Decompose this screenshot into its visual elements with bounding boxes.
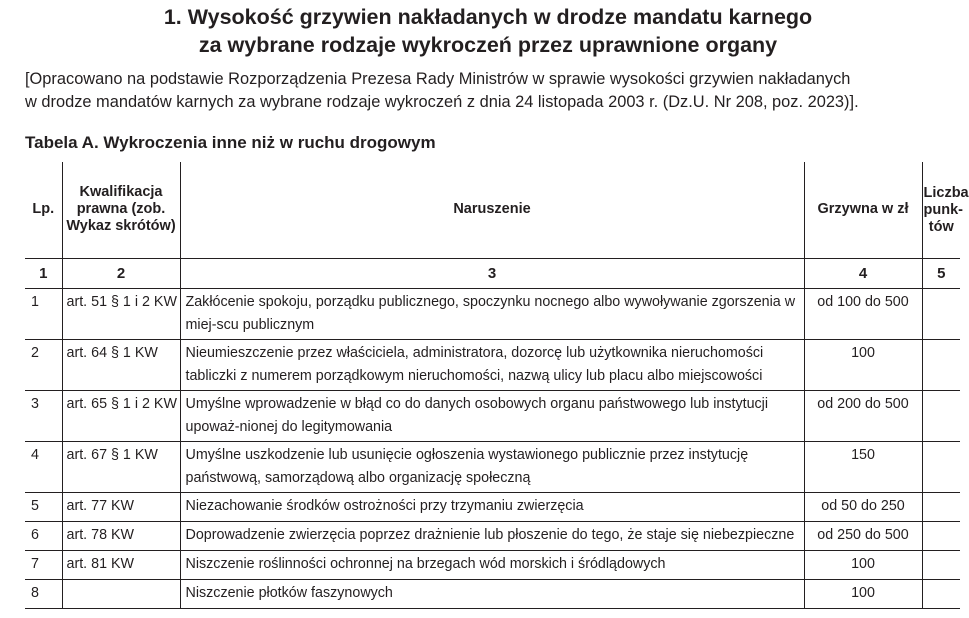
row-fine: 150	[804, 441, 922, 492]
row-lp: 6	[25, 521, 62, 550]
header-fine: Grzywna w zł	[804, 162, 922, 258]
table-title: Tabela A. Wykroczenia inne niż w ruchu drogowym	[25, 133, 436, 152]
row-qualification: art. 77 KW	[62, 492, 180, 521]
table-row	[25, 521, 960, 550]
row-lp: 7	[25, 550, 62, 579]
row-points	[922, 441, 960, 492]
table-row	[25, 339, 960, 390]
row-fine: od 250 do 500	[804, 521, 922, 550]
table-row	[25, 390, 960, 441]
row-qualification: art. 65 § 1 i 2 KW	[62, 390, 180, 441]
row-lp: 4	[25, 441, 62, 492]
table-header-row	[25, 162, 960, 258]
row-points	[922, 339, 960, 390]
row-points	[922, 288, 960, 339]
table-row	[25, 492, 960, 521]
row-offence: Umyślne uszkodzenie lub usunięcie ogłoszenia wystawionego publicznie przez instytucję państwową, samorządową albo organizację społeczną	[180, 441, 804, 492]
fines-table	[25, 162, 969, 609]
column-number: 2	[62, 258, 180, 288]
source-note-line-2: w drodze mandatów karnych za wybrane rodzaje wykroczeń z dnia 24 listopada 2003 r. (Dz.U. Nr 208, poz. 2023)].	[25, 92, 859, 111]
row-qualification: art. 51 § 1 i 2 KW	[62, 288, 180, 339]
row-points	[922, 579, 960, 608]
header-qualification: Kwalifikacja prawna (zob. Wykaz skrótów)	[62, 162, 180, 258]
heading-line-2: za wybrane rodzaje wykroczeń przez uprawnione organy	[198, 33, 778, 57]
row-lp: 2	[25, 339, 62, 390]
row-lp: 8	[25, 579, 62, 608]
source-note-line-1: [Opracowano na podstawie Rozporządzenia Prezesa Rady Ministrów w sprawie wysokości grzywien nakładanych	[25, 70, 851, 88]
table-row	[25, 579, 960, 608]
header-points: Liczba punk-tów	[922, 162, 960, 258]
row-points	[922, 492, 960, 521]
row-offence: Doprowadzenie zwierzęcia poprzez drażnienie lub płoszenie do tego, że staje się niebezpieczne	[180, 521, 804, 550]
row-qualification: art. 78 KW	[62, 521, 180, 550]
row-qualification: art. 64 § 1 KW	[62, 339, 180, 390]
row-points	[922, 550, 960, 579]
row-lp: 3	[25, 390, 62, 441]
column-number: 3	[180, 258, 804, 288]
row-offence: Umyślne wprowadzenie w błąd co do danych osobowych organu państwowego lub instytucji upoważ-nionej do legitymowania	[180, 390, 804, 441]
column-number: 1	[25, 258, 62, 288]
row-fine: od 50 do 250	[804, 492, 922, 521]
row-lp: 5	[25, 492, 62, 521]
row-offence: Niezachowanie środków ostrożności przy trzymaniu zwierzęcia	[180, 492, 804, 521]
row-fine: 100	[804, 339, 922, 390]
row-fine: od 200 do 500	[804, 390, 922, 441]
table-row	[25, 441, 960, 492]
header-offence: Naruszenie	[180, 162, 804, 258]
document-heading	[0, 3, 960, 59]
source-note	[25, 68, 955, 113]
row-offence: Nieumieszczenie przez właściciela, administratora, dozorcę lub użytkownika nieruchomości tabliczki z numerem porządkowym nieruchomości, nazwą ulicy lub placu albo miejscowości	[180, 339, 804, 390]
row-qualification: art. 81 KW	[62, 550, 180, 579]
row-points	[922, 521, 960, 550]
row-offence: Zakłócenie spokoju, porządku publicznego, spoczynku nocnego albo wywoływanie zgorszenia w miej-scu publicznym	[180, 288, 804, 339]
row-points	[922, 390, 960, 441]
row-offence: Niszczenie płotków faszynowych	[180, 579, 804, 608]
header-lp: Lp.	[25, 162, 62, 258]
row-fine: 100	[804, 550, 922, 579]
row-offence: Niszczenie roślinności ochronnej na brzegach wód morskich i śródlądowych	[180, 550, 804, 579]
column-number: 5	[922, 258, 960, 288]
row-qualification: art. 67 § 1 KW	[62, 441, 180, 492]
table-row	[25, 550, 960, 579]
row-fine: 100	[804, 579, 922, 608]
column-number-row	[25, 258, 960, 288]
table-row	[25, 288, 960, 339]
heading-line-1: 1. Wysokość grzywien nakładanych w drodze mandatu karnego	[163, 5, 813, 29]
row-lp: 1	[25, 288, 62, 339]
row-fine: od 100 do 500	[804, 288, 922, 339]
row-qualification	[62, 579, 180, 608]
column-number: 4	[804, 258, 922, 288]
